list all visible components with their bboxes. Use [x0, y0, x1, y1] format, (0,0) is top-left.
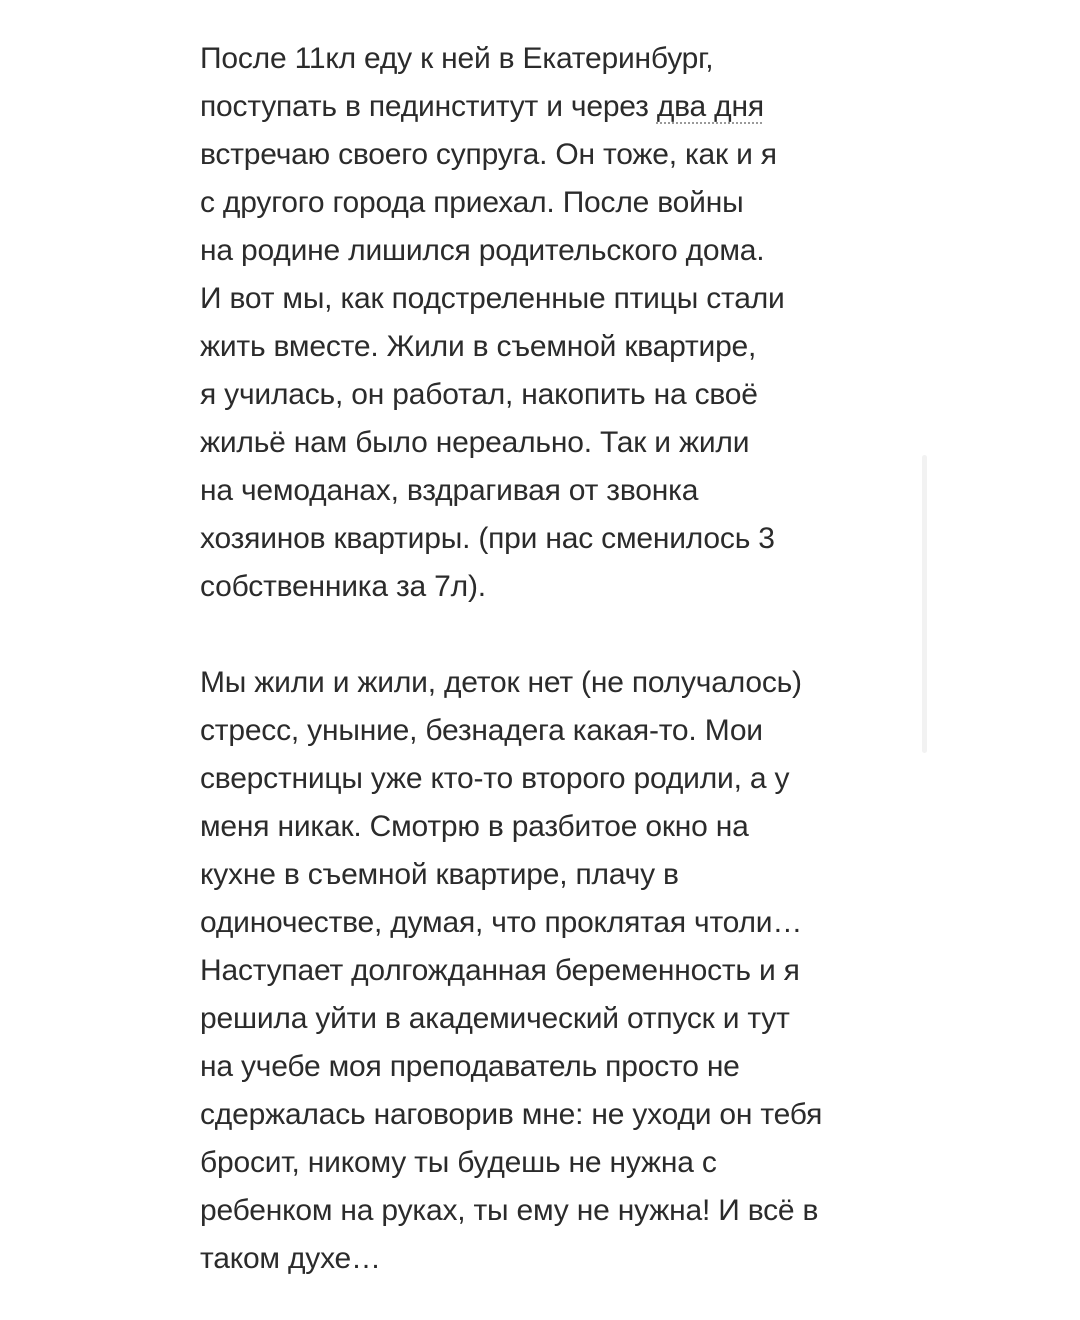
text-line: кухне в съемной квартире, плачу в: [200, 858, 679, 891]
text-line: стресс, уныние, безнадега какая-то. Мои: [200, 714, 763, 747]
text-line: Мы жили и жили, деток нет (не получалось): [200, 666, 802, 699]
text-line: решила уйти в академический отпуск и тут: [200, 1002, 790, 1035]
text-line: ребенком на руках, ты ему не нужна! И всё в: [200, 1194, 819, 1227]
text-line: После 11кл еду к ней в Екатеринбург,: [200, 42, 714, 75]
text-line: меня никак. Смотрю в разбитое окно на: [200, 810, 749, 843]
detected-date-link[interactable]: два дня: [656, 90, 764, 123]
text-line: [200, 83, 920, 131]
text-line: с другого города приехал. После войны: [200, 186, 744, 219]
text-line: жить вместе. Жили в съемной квартире,: [200, 330, 757, 363]
text-line: И вот мы, как подстреленные птицы стали: [200, 282, 785, 315]
text-line: я училась, он работал, накопить на своё: [200, 378, 758, 411]
text-line: собственника за 7л).: [200, 570, 486, 603]
text-line: бросит, никому ты будешь не нужна с: [200, 1146, 717, 1179]
text-line: встречаю своего супруга. Он тоже, как и я: [200, 138, 777, 171]
text-line: одиночестве, думая, что проклятая чтоли…: [200, 906, 803, 939]
scroll-indicator[interactable]: [922, 455, 927, 753]
text-segment: поступать в пединститут и через: [200, 90, 657, 123]
text-line: на родине лишился родительского дома.: [200, 234, 765, 267]
text-line: сдержалась наговорив мне: не уходи он тебя: [200, 1098, 823, 1131]
text-line: таком духе…: [200, 1242, 381, 1275]
text-line: жильё нам было нереально. Так и жили: [200, 426, 750, 459]
text-line: хозяинов квартиры. (при нас сменилось 3: [200, 522, 775, 555]
text-line: на чемоданах, вздрагивая от звонка: [200, 474, 699, 507]
paragraph-spacer: [200, 611, 920, 659]
note-body[interactable]: [200, 35, 920, 1283]
text-line: сверстницы уже кто-то второго родили, а у: [200, 762, 790, 795]
text-line: на учебе моя преподаватель просто не: [200, 1050, 740, 1083]
text-line: Наступает долгожданная беременность и я: [200, 954, 800, 987]
